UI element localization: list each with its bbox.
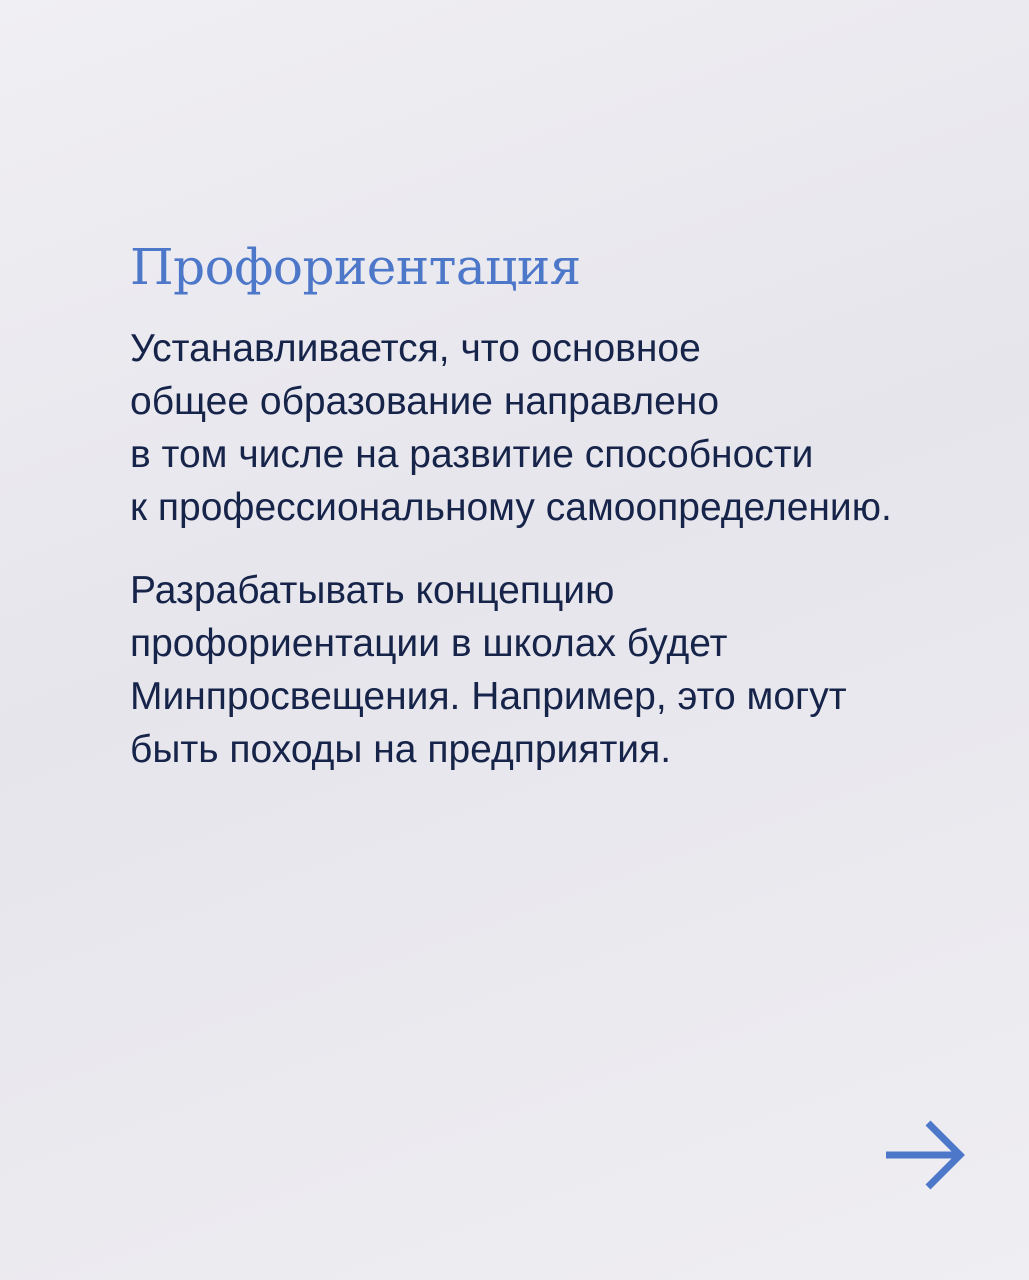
paragraph-line: общее образование направлено: [130, 380, 720, 423]
paragraph-line: Устанавливается, что основное: [130, 327, 701, 370]
slide-content: [130, 236, 1000, 776]
paragraph-standards: [130, 322, 1000, 534]
next-slide-button[interactable]: [884, 1117, 966, 1193]
paragraph-line: Разрабатывать концепцию: [130, 569, 615, 612]
paragraph-concept: [130, 564, 1000, 776]
paragraph-line: быть походы на предприятия.: [130, 728, 672, 771]
slide-title: Профориентация: [130, 238, 581, 296]
paragraph-line: в том числе на развитие способности: [130, 433, 814, 476]
paragraph-line: Минпросвещения. Например, это могут: [130, 675, 847, 718]
arrow-right-icon: [884, 1117, 966, 1193]
paragraph-line: к профессиональному самоопределению.: [130, 486, 892, 529]
paragraph-line: профориентации в школах будет: [130, 622, 728, 665]
